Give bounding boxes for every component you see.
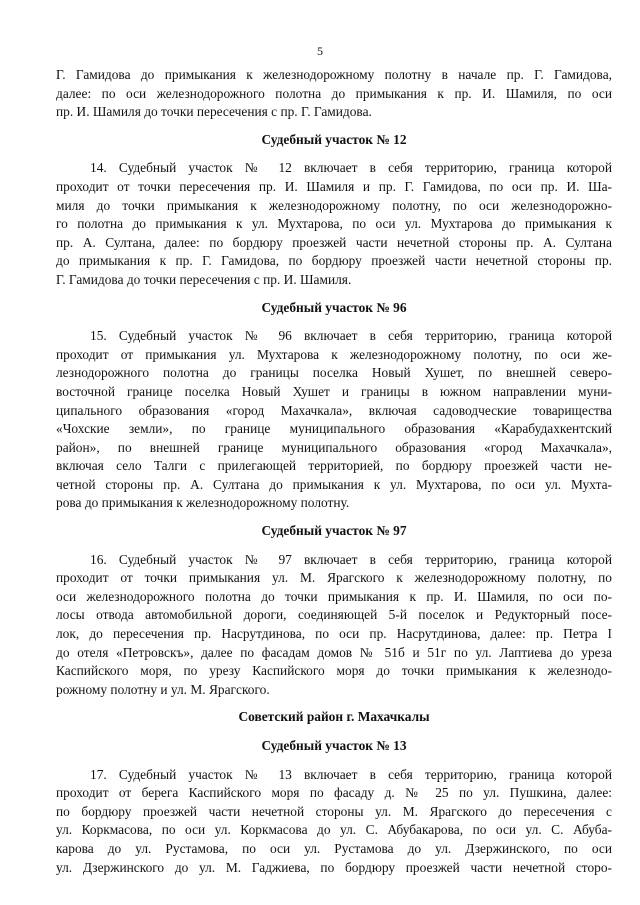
text-line: Г. Гамидова до точки пересечения с пр. И. Шамиля. bbox=[56, 271, 352, 287]
text-line: Г. Гамидова до примыкания к железнодорожному полотну в начале пр. Г. Гамидова, bbox=[56, 67, 612, 82]
document-body bbox=[56, 66, 612, 877]
text-line: ул. Коркмасова, по оси ул. Коркмасова до ул. С. Абубакарова, по оси ул. С. Абуба- bbox=[56, 822, 612, 838]
text-line: до примыкания к пр. Г. Гамидова, по бордюру проезжей части нечетной стороны пр. bbox=[56, 253, 612, 269]
text-line: миля до точки примыкания к железнодорожному полотну, по оси железнодорожно- bbox=[56, 197, 612, 213]
text-line: го полотна до примыкания к ул. Мухтарова, по оси ул. Мухтарова до примыкания к bbox=[56, 216, 612, 232]
text-line: проходит от точки примыкания ул. М. Ярагского к железнодорожному полотну, по bbox=[56, 570, 612, 586]
text-line: до отеля «Петровскъ», далее по фасадам домов № 51б и 51г по ул. Лаптиева до уреза bbox=[56, 644, 612, 660]
text-line: 14. Судебный участок № 12 включает в себя территорию, граница которой bbox=[90, 160, 612, 176]
paragraph-15 bbox=[56, 327, 612, 513]
section-heading-12: Судебный участок № 12 bbox=[261, 131, 407, 147]
text-line: ул. Дзержинского до ул. М. Гаджиева, по бордюру проезжей части нечетной сторо- bbox=[56, 859, 612, 875]
text-line: лосы отвода автомобильной дороги, соединяющей 5-й поселок и Редукторный посе- bbox=[56, 607, 612, 623]
text-line: район», по внешней границе муниципального образования «город Махачкала», bbox=[56, 439, 612, 455]
text-line: далее: по оси железнодорожного полотна до примыкания к пр. И. Шамиля, по оси bbox=[56, 85, 612, 101]
text-line: карова до ул. Рустамова, по оси ул. Рустамова до ул. Дзержинского, по оси bbox=[56, 840, 612, 856]
district-heading: Советский район г. Махачкалы bbox=[238, 709, 430, 725]
text-line: проходит от берега Каспийского моря по фасаду д. № 25 по ул. Пушкина, далее: bbox=[56, 785, 612, 801]
section-heading-96: Судебный участок № 96 bbox=[261, 299, 407, 315]
intro-paragraph bbox=[56, 66, 612, 122]
text-line: восточной границе поселка Новый Хушет и границы в южном направлении муни- bbox=[56, 383, 612, 399]
text-line: включая село Талги с прилегающей территорией, по бордюру проезжей части не- bbox=[56, 458, 612, 474]
text-line: 15. Судебный участок № 96 включает в себя территорию, граница которой bbox=[90, 328, 612, 344]
text-line: 17. Судебный участок № 13 включает в себя территорию, граница которой bbox=[90, 766, 612, 782]
text-line: рожному полотну и ул. М. Ярагского. bbox=[56, 681, 270, 697]
section-heading-13: Судебный участок № 13 bbox=[261, 738, 407, 753]
text-line: пр. А. Султана, далее: по бордюру проезжей части нечетной стороны пр. А. Султана bbox=[56, 234, 612, 250]
text-line: рова до примыкания к железнодорожному полотну. bbox=[56, 495, 350, 511]
text-line: 16. Судебный участок № 97 включает в себя территорию, граница которой bbox=[90, 551, 612, 567]
text-line: четной стороны пр. А. Султана до примыкания к ул. Мухтарова, по оси ул. Мухта- bbox=[56, 476, 612, 492]
page-number: 5 bbox=[317, 44, 323, 58]
paragraph-16 bbox=[56, 551, 612, 700]
text-line: лезнодорожного полотна до границы поселка Новый Хушет, по внешней северо- bbox=[56, 365, 612, 381]
text-line: проходит от точки пересечения пр. И. Шамиля и пр. Г. Гамидова, по оси пр. И. Ша- bbox=[56, 178, 612, 194]
text-line: пр. И. Шамиля до точки пересечения с пр. Г. Гамидова. bbox=[56, 104, 372, 120]
text-line: по бордюру проезжей части нечетной стороны ул. М. Ярагского до пересечения с bbox=[56, 803, 612, 819]
paragraph-14 bbox=[56, 159, 612, 289]
text-line: лок, до пересечения пр. Насрутдинова, по оси пр. Насрутдинова, далее: пр. Петра I bbox=[56, 626, 612, 642]
paragraph-17 bbox=[56, 766, 612, 878]
text-line: оси железнодорожного полотна до точки примыкания к пр. И. Шамиля, по оси по- bbox=[56, 588, 612, 604]
section-heading-97: Судебный участок № 97 bbox=[261, 523, 407, 539]
text-line: Каспийского моря, по урезу Каспийского моря до точки примыкания к железнодо- bbox=[56, 663, 612, 679]
text-line: «Чохские земли», по границе муниципального образования «Карабудахкентский bbox=[56, 421, 612, 437]
text-line: ципального образования «город Махачкала», включая садоводческие товарищества bbox=[56, 402, 612, 418]
text-line: проходит от примыкания ул. Мухтарова к железнодорожному полотну, по оси же- bbox=[56, 346, 612, 362]
